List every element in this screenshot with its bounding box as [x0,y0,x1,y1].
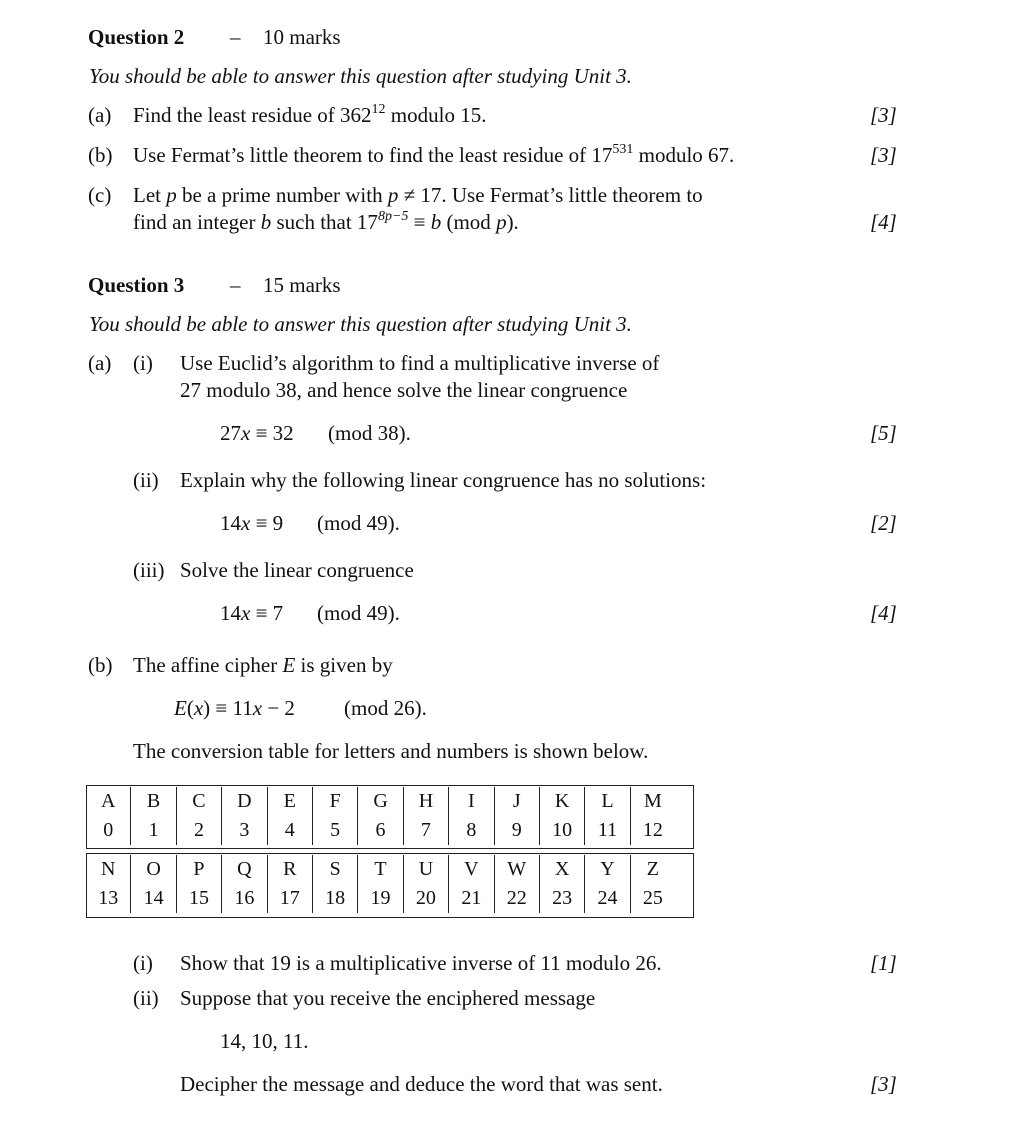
letter-cell-5: F [312,787,357,816]
number-cell-2: 2 [176,816,221,845]
number-cell-n-12: 25 [630,884,675,913]
q3aiii-equation-mod: (mod 49). [317,601,400,625]
letter-cell-11: L [585,787,630,816]
q3bi-label: (i) [133,951,153,975]
number-cell-8: 8 [449,816,494,845]
question-3-title: Question 3 [88,273,185,297]
number-cell-n-11: 24 [585,884,630,913]
question-3-dash: – [230,273,241,297]
q3ai-line2: 27 modulo 38, and hence solve the linear congruence [180,378,628,402]
q2b-marks: [3] [870,143,897,167]
q3aii-equation-mod: (mod 49). [317,511,400,535]
number-cell-1: 1 [131,816,176,845]
question-2-marks: 10 marks [263,25,341,49]
q3bii-marks: [3] [870,1072,897,1096]
numbers-row-2 [86,884,675,913]
number-cell-n-9: 22 [494,884,539,913]
letter-cell-8: I [449,787,494,816]
letter-cell-12: M [630,787,675,816]
number-cell-9: 9 [494,816,539,845]
number-cell-n-3: 16 [222,884,267,913]
q3a-label: (a) [88,351,112,375]
number-cell-5: 5 [312,816,357,845]
letter-cell-n-8: V [449,855,494,884]
letter-cell-n-5: S [312,855,357,884]
letter-cell-n-11: Y [585,855,630,884]
number-cell-12: 12 [630,816,675,845]
question-2-intro: You should be able to answer this question after studying Unit 3. [89,64,632,88]
number-cell-n-6: 19 [358,884,403,913]
question-3-intro: You should be able to answer this question after studying Unit 3. [89,312,632,336]
number-cell-7: 7 [403,816,448,845]
letter-cell-n-3: Q [222,855,267,884]
q3aii-equation: 14x ≡ 9 [220,511,284,535]
q3bii-text: Suppose that you receive the enciphered message [180,986,596,1010]
letters-row-2 [86,855,675,884]
q3ai-equation: 27x ≡ 32 [220,421,294,445]
q2b-text: Use Fermat’s little theorem to find the least residue of $17^{531}$ modulo 67. [133,142,735,167]
letter-cell-10: K [539,787,584,816]
q3bi-marks: [1] [870,951,897,975]
number-cell-n-2: 15 [176,884,221,913]
letter-cell-n-0: N [100,858,116,880]
q3aiii-equation: 14x ≡ 7 [220,601,284,625]
letter-cell-n-2: P [176,855,221,884]
letter-cell-6: G [358,787,403,816]
q3aii-label: (ii) [133,468,159,492]
number-cell-n-1: 14 [131,884,176,913]
number-cell-6: 6 [358,816,403,845]
letter-cell-9: J [494,787,539,816]
q2a-marks: [3] [870,103,897,127]
number-cell-n-5: 18 [312,884,357,913]
letter-cell-1: B [131,787,176,816]
q3aii-marks: [2] [870,511,897,535]
number-cell-n-0: 13 [98,887,119,909]
letter-cell-n-10: X [539,855,584,884]
letter-cell-7: H [403,787,448,816]
q3aii-text: Explain why the following linear congruence has no solutions: [180,468,707,492]
q3aiii-label: (iii) [133,558,165,582]
q3bii-label: (ii) [133,986,159,1010]
q3b-label: (b) [88,653,113,677]
number-cell-4: 4 [267,816,312,845]
letter-cell-n-12: Z [630,855,675,884]
letter-cell-2: C [176,787,221,816]
q3aiii-text: Solve the linear congruence [180,558,414,582]
q3b-table-intro: The conversion table for letters and numbers is shown below. [133,739,649,763]
q3b-text: The affine cipher E is given by [133,653,393,677]
q3ai-label: (i) [133,351,153,375]
number-cell-10: 10 [539,816,584,845]
q2b-label: (b) [88,143,113,167]
letter-cell-n-1: O [131,855,176,884]
number-cell-0: 0 [103,819,114,841]
q3ai-line1: Use Euclid’s algorithm to find a multiplicative inverse of [180,351,660,375]
q3b-equation: E(x) ≡ 11x − 2 [174,696,295,720]
number-cell-n-8: 21 [449,884,494,913]
numbers-row-1 [86,816,675,845]
question-2-title: Question 2 [88,25,185,49]
q3ai-marks: [5] [870,421,897,445]
letter-cell-n-9: W [494,855,539,884]
q2a-text: Find the least residue of $362^{12}$ modulo 15. [133,102,487,127]
q2a-label: (a) [88,103,112,127]
q3aiii-marks: [4] [870,601,897,625]
conversion-table-row-2 [86,855,675,913]
number-cell-n-4: 17 [267,884,312,913]
number-cell-n-10: 23 [539,884,584,913]
letters-row-1 [86,787,675,816]
number-cell-n-7: 20 [403,884,448,913]
q2c-marks: [4] [870,210,897,234]
q2c-label: (c) [88,183,112,207]
q3bii-text2: Decipher the message and deduce the word that was sent. [180,1072,663,1096]
question-2-dash: – [230,25,241,49]
letter-cell-n-7: U [403,855,448,884]
q3b-equation-mod: (mod 26). [344,696,427,720]
q2c-line2: find an integer b such that $17^{8p-5} \equiv b$ (mod p). [133,209,519,234]
letter-cell-n-4: R [267,855,312,884]
q3bii-message: 14, 10, 11. [220,1029,309,1053]
letter-cell-n-6: T [358,855,403,884]
letter-cell-0: A [100,790,116,812]
q3ai-equation-mod: (mod 38). [328,421,411,445]
question-3-marks: 15 marks [263,273,341,297]
q2c-line1: Let p be a prime number with p ≠ 17. Use Fermat’s little theorem to [133,183,703,207]
q3bi-text: Show that 19 is a multiplicative inverse of 11 modulo 26. [180,951,662,975]
conversion-table-row-1 [86,787,675,845]
number-cell-3: 3 [222,816,267,845]
number-cell-11: 11 [585,816,630,845]
letter-cell-4: E [267,787,312,816]
letter-cell-3: D [222,787,267,816]
